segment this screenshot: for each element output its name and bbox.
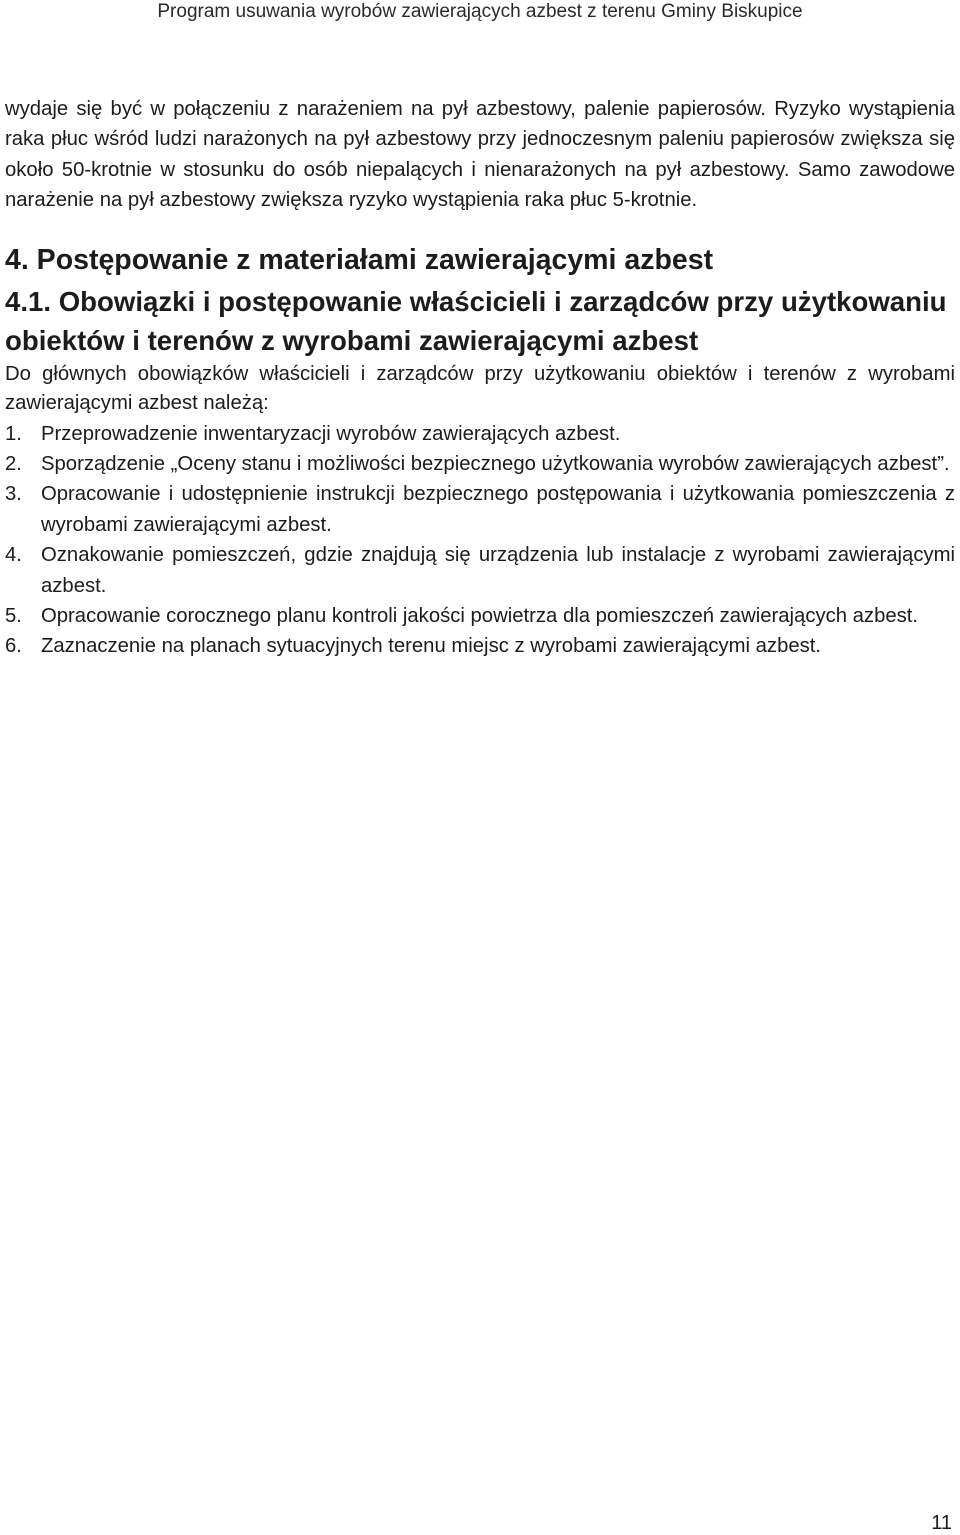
list-item-text: Opracowanie corocznego planu kontroli jakości powietrza dla pomieszczeń zawierających azbest. [41,605,919,628]
list-item-text: Przeprowadzenie inwentaryzacji wyrobów zawierających azbest. [41,422,621,445]
list-item-number: 6. [5,635,22,658]
list-item [5,631,955,661]
list-item-number: 4. [5,544,22,567]
list-item-number: 3. [5,483,22,506]
list-item [5,601,955,631]
list-item [5,540,955,601]
list-item-number: 2. [5,453,22,476]
section-heading: 4. Postępowanie z materiałami zawierającymi azbest [5,243,714,276]
list-item-number: 1. [5,422,22,445]
list-item-text: Opracowanie i udostępnienie instrukcji bezpiecznego postępowania i użytkowania pomieszczenia z wyrobami zawierającymi azbest. [41,483,955,536]
list-item-number: 5. [5,605,22,628]
list-item-text: Zaznaczenie na planach sytuacyjnych terenu miejsc z wyrobami zawierającymi azbest. [41,635,822,658]
obligations-list [5,419,955,662]
list-item [5,419,955,449]
running-header: Program usuwania wyrobów zawierających azbest z terenu Gminy Biskupice [157,1,803,22]
intro-paragraph: Do głównych obowiązków właścicieli i zarządców przy użytkowaniu obiektów i terenów z wyrobami zawierającymi azbest należą: [5,362,955,415]
subsection-heading: 4.1. Obowiązki i postępowanie właścicieli i zarządców przy użytkowaniu obiektów i terenów z wyrobami zawierającymi azbest [5,285,947,356]
page-number: 11 [931,1512,952,1534]
document-body [5,94,955,662]
body-paragraph: wydaje się być w połączeniu z narażeniem na pył azbestowy, palenie papierosów. Ryzyko wystąpienia raka płuc wśród ludzi narażonych na pył azbestowy przy jednoczesnym paleniu papierosów zwiększa się około 50-krotnie w stosunku do osób niepalących i nienarażonych na pył azbestowy. Samo zawodowe narażenie na pył azbestowy zwiększa ryzyko wystąpienia raka płuc 5-krotnie. [5,98,955,212]
list-item [5,449,955,479]
list-item-text: Sporządzenie „Oceny stanu i możliwości bezpiecznego użytkowania wyrobów zawierających azbest”. [41,453,950,476]
list-item-text: Oznakowanie pomieszczeń, gdzie znajdują się urządzenia lub instalacje z wyrobami zawierającymi azbest. [41,544,955,597]
list-item [5,479,955,540]
